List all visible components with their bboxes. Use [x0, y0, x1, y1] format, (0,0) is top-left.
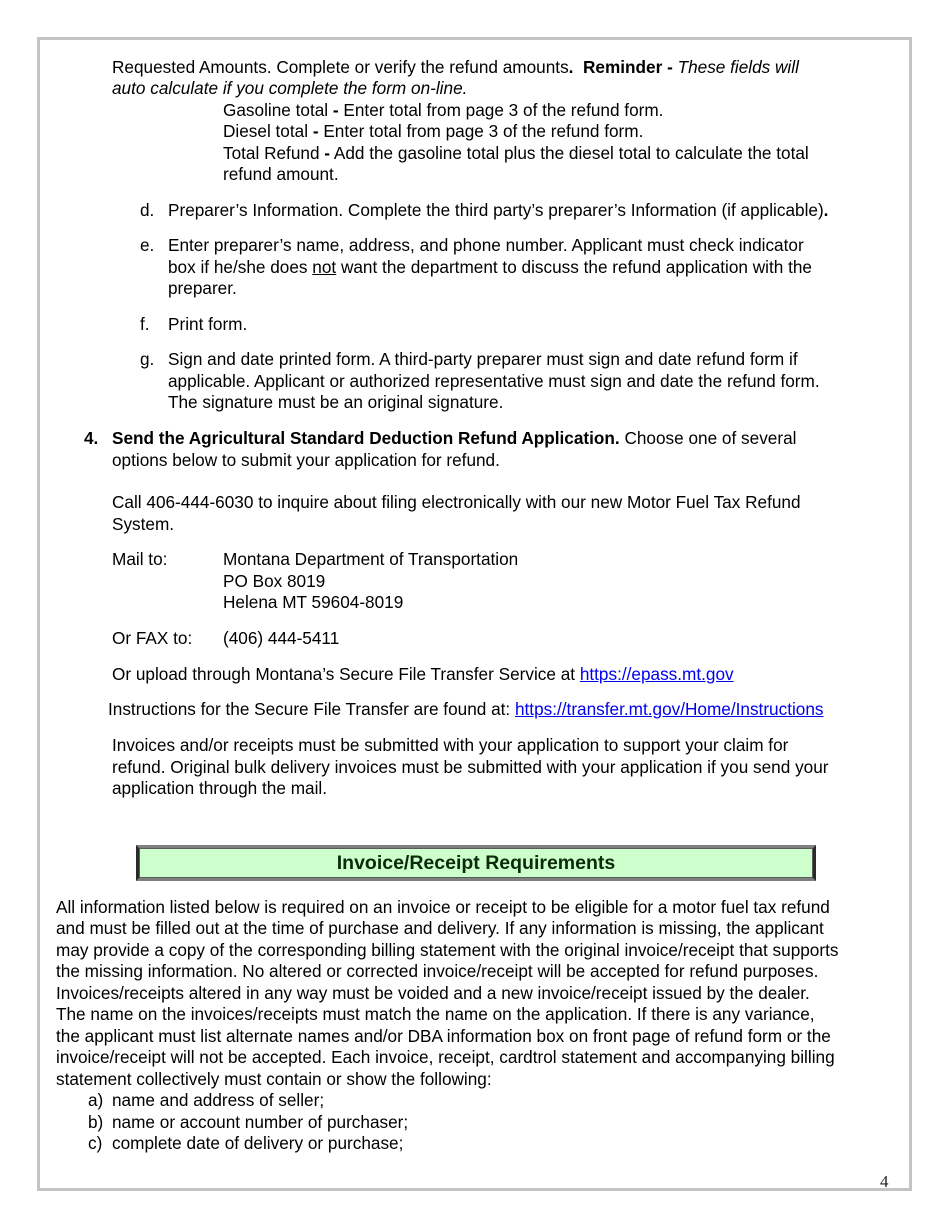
epass-link[interactable]: https://epass.mt.gov	[579, 664, 734, 684]
gasoline-total-text: Enter total from page 3 of the refund form.	[343, 100, 664, 120]
step-f-text: Print form.	[168, 314, 248, 334]
requirement-a-marker: a)	[88, 1090, 104, 1110]
gasoline-total-line	[223, 100, 663, 122]
requirements-paragraph-line: the applicant must list alternate names and/or DBA information box on front page of refund form or the	[56, 1026, 831, 1046]
dash: -	[324, 143, 331, 163]
requested-amounts-line1	[112, 57, 799, 79]
step-g-marker: g.	[140, 349, 155, 369]
upload-line	[112, 664, 734, 686]
step-d-body: Preparer’s Information. Complete the third party’s preparer’s Information (if applicable)	[168, 200, 824, 220]
step-e-line3: preparer.	[168, 278, 237, 298]
mail-address-line2: PO Box 8019	[223, 571, 326, 591]
requirements-paragraph-line: and must be filled out at the time of purchase and delivery. If any information is missing, the applicant	[56, 918, 824, 938]
total-refund-line	[223, 143, 809, 165]
page-number: 4	[880, 1172, 889, 1191]
fax-label: Or FAX to:	[112, 628, 193, 648]
intro-period: .	[568, 57, 574, 77]
invoices-line1: Invoices and/or receipts must be submitted with your application to support your claim for	[112, 735, 789, 755]
step-e-marker: e.	[140, 235, 155, 255]
section-4-title-rest: Choose one of several	[619, 428, 797, 448]
step-g-line2: applicable. Applicant or authorized representative must sign and date the refund form.	[168, 371, 820, 391]
section-4-title: Send the Agricultural Standard Deduction Refund Application.	[112, 428, 620, 448]
step-e-line2	[168, 257, 812, 279]
call-line1: Call 406-444-6030 to inquire about filing electronically with our new Motor Fuel Tax Refund	[112, 492, 801, 512]
step-e-line1: Enter preparer’s name, address, and phone number. Applicant must check indicator	[168, 235, 804, 255]
dash: -	[312, 121, 319, 141]
requested-amounts-intro: Requested Amounts. Complete or verify the refund amounts	[112, 57, 569, 77]
section-4-number: 4.	[84, 428, 99, 448]
requirements-paragraph-line: the missing information. No altered or corrected invoice/receipt will be accepted for refund purposes.	[56, 961, 819, 981]
step-e-line2-post: want the department to discuss the refund application with the	[336, 257, 812, 277]
call-line2: System.	[112, 514, 175, 534]
invoices-line3: application through the mail.	[112, 778, 327, 798]
not-underlined: not	[312, 257, 337, 277]
reminder-text: These fields will	[677, 57, 799, 77]
gasoline-total-label: Gasoline total	[223, 100, 329, 120]
dash: -	[332, 100, 339, 120]
instructions-line	[108, 699, 824, 721]
requirement-c-marker: c)	[88, 1133, 103, 1153]
diesel-total-line	[223, 121, 643, 143]
requirement-c-text: complete date of delivery or purchase;	[112, 1133, 404, 1153]
total-refund-line2: refund amount.	[223, 164, 339, 184]
requirements-paragraph-line: The name on the invoices/receipts must match the name on the application. If there is any variance,	[56, 1004, 815, 1024]
mail-address-line3: Helena MT 59604-8019	[223, 592, 404, 612]
requirements-paragraph-line: All information listed below is required on an invoice or receipt to be eligible for a motor fuel tax refund	[56, 897, 830, 917]
fax-number: (406) 444-5411	[223, 628, 340, 648]
step-g-line1: Sign and date printed form. A third-party preparer must sign and date refund form if	[168, 349, 798, 369]
diesel-total-label: Diesel total	[223, 121, 309, 141]
requirements-paragraph-line: statement collectively must contain or show the following:	[56, 1069, 492, 1089]
requirements-header-box	[136, 845, 816, 881]
step-d-text	[168, 200, 828, 222]
total-refund-label: Total Refund	[223, 143, 320, 163]
requirement-b-marker: b)	[88, 1112, 104, 1132]
requirements-paragraph-line: may provide a copy of the corresponding billing statement with the original invoice/receipt that supports	[56, 940, 839, 960]
upload-text: Or upload through Montana’s Secure File Transfer Service at	[112, 664, 580, 684]
invoices-line2: refund. Original bulk delivery invoices must be submitted with your application if you send your	[112, 757, 829, 777]
step-d-marker: d.	[140, 200, 155, 220]
requirements-header: Invoice/Receipt Requirements	[336, 852, 616, 874]
total-refund-text: Add the gasoline total plus the diesel total to calculate the total	[333, 143, 809, 163]
mail-to-label: Mail to:	[112, 549, 168, 569]
reminder-label: Reminder -	[583, 57, 673, 77]
step-d-period: .	[823, 200, 829, 220]
requirement-a-text: name and address of seller;	[112, 1090, 325, 1110]
requirements-paragraph-line: Invoices/receipts altered in any way must be voided and a new invoice/receipt issued by the dealer.	[56, 983, 810, 1003]
section-4-line2: options below to submit your application for refund.	[112, 450, 500, 470]
instructions-text: Instructions for the Secure File Transfer are found at:	[108, 699, 515, 719]
reminder-text-line2: auto calculate if you complete the form on-line.	[112, 78, 468, 98]
requirement-b-text: name or account number of purchaser;	[112, 1112, 409, 1132]
step-g-line3: The signature must be an original signature.	[168, 392, 504, 412]
transfer-instructions-link[interactable]: https://transfer.mt.gov/Home/Instructions	[514, 699, 824, 719]
section-4-heading	[112, 428, 796, 450]
requirements-paragraph-line: invoice/receipt will not be accepted. Each invoice, receipt, cardtrol statement and accompanying billing	[56, 1047, 835, 1067]
step-f-marker: f.	[140, 314, 150, 334]
step-e-line2-pre: box if he/she does	[168, 257, 313, 277]
mail-address-line1: Montana Department of Transportation	[223, 549, 519, 569]
diesel-total-text: Enter total from page 3 of the refund form.	[323, 121, 644, 141]
